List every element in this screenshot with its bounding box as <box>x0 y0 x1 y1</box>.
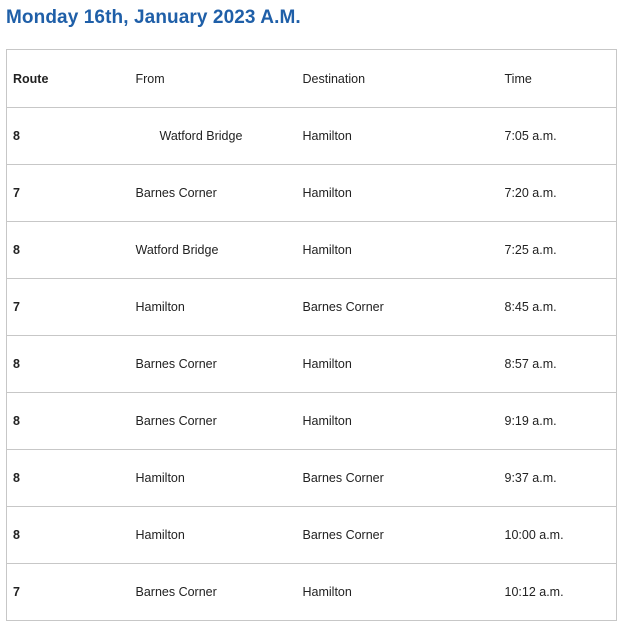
cell-destination: Barnes Corner <box>297 450 499 507</box>
cell-route: 7 <box>7 165 130 222</box>
table-row <box>7 507 617 564</box>
table-row <box>7 165 617 222</box>
cell-from: Hamilton <box>130 507 297 564</box>
cell-from <box>130 108 297 165</box>
table-row <box>7 336 617 393</box>
table-row <box>7 279 617 336</box>
cell-time: 8:57 a.m. <box>499 336 617 393</box>
cell-destination: Hamilton <box>297 165 499 222</box>
cell-destination: Hamilton <box>297 336 499 393</box>
table-header-row <box>7 50 617 108</box>
cell-from: Barnes Corner <box>130 564 297 621</box>
cell-from: Watford Bridge <box>130 222 297 279</box>
cell-route: 8 <box>7 108 130 165</box>
cell-time: 7:05 a.m. <box>499 108 617 165</box>
table-row <box>7 450 617 507</box>
cell-from: Barnes Corner <box>130 165 297 222</box>
cell-destination: Barnes Corner <box>297 279 499 336</box>
cell-destination: Barnes Corner <box>297 507 499 564</box>
cell-time: 9:19 a.m. <box>499 393 617 450</box>
cell-route: 8 <box>7 450 130 507</box>
table-row <box>7 108 617 165</box>
cell-route: 8 <box>7 507 130 564</box>
cell-route: 7 <box>7 279 130 336</box>
cell-time: 8:45 a.m. <box>499 279 617 336</box>
cell-from: Hamilton <box>130 450 297 507</box>
cell-time: 7:20 a.m. <box>499 165 617 222</box>
table-row <box>7 222 617 279</box>
cell-time: 7:25 a.m. <box>499 222 617 279</box>
cell-from: Barnes Corner <box>130 336 297 393</box>
header-destination: Destination <box>297 50 499 108</box>
cell-time: 9:37 a.m. <box>499 450 617 507</box>
cell-route: 7 <box>7 564 130 621</box>
cell-destination: Hamilton <box>297 222 499 279</box>
table-row <box>7 393 617 450</box>
table-row <box>7 564 617 621</box>
bus-schedule-table <box>6 49 617 621</box>
header-route: Route <box>7 50 130 108</box>
cell-destination: Hamilton <box>297 564 499 621</box>
header-time: Time <box>499 50 617 108</box>
cell-from-text: Watford Bridge <box>159 129 243 143</box>
cell-destination: Hamilton <box>297 108 499 165</box>
cell-from: Barnes Corner <box>130 393 297 450</box>
cell-time: 10:00 a.m. <box>499 507 617 564</box>
cell-destination: Hamilton <box>297 393 499 450</box>
cell-from: Hamilton <box>130 279 297 336</box>
header-from: From <box>130 50 297 108</box>
cell-route: 8 <box>7 336 130 393</box>
page-title: Monday 16th, January 2023 A.M. <box>6 7 301 28</box>
cell-route: 8 <box>7 222 130 279</box>
cell-time: 10:12 a.m. <box>499 564 617 621</box>
cell-route: 8 <box>7 393 130 450</box>
